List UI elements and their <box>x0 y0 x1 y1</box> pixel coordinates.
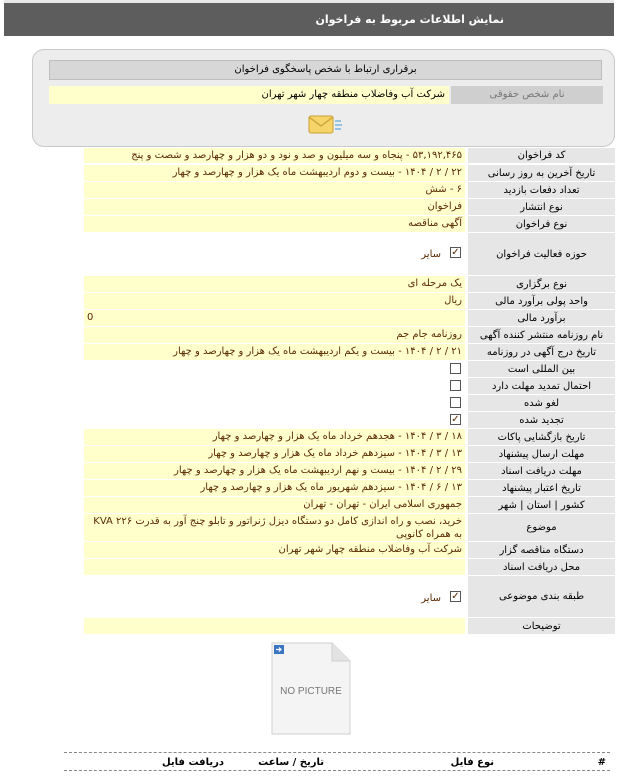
newspaper-value: روزنامه جام جم <box>84 327 465 344</box>
field-row <box>84 514 618 542</box>
international-checkbox[interactable] <box>450 363 461 374</box>
tender-type-label: نوع فراخوان <box>468 216 615 233</box>
field-row <box>84 463 618 480</box>
category-label: طبقه بندی موضوعی <box>468 576 615 618</box>
description-value <box>84 618 465 635</box>
subject-value: خرید، نصب و راه اندازی کامل دو دستگاه دیزل ژنراتور و تابلو چنج آور به قدرت KVA ۲۲۶ به همراه کانوپی <box>84 514 465 542</box>
field-row <box>84 378 618 395</box>
field-row <box>84 148 618 164</box>
ad-date-label: تاریخ درج آگهی در روزنامه <box>468 344 615 361</box>
field-row <box>84 233 618 276</box>
ad-date-value: ۲۱ / ۲ / ۱۴۰۴ - بیست و یکم اردیبهشت ماه یک هزار و چهارصد و چهار <box>84 344 465 361</box>
field-row <box>84 412 618 429</box>
cancelled-checkbox[interactable] <box>450 397 461 408</box>
activity-area-value <box>84 233 465 276</box>
activity-other-checkbox[interactable]: ✓ <box>451 247 460 258</box>
financial-estimate-label: برآورد مالی <box>468 310 615 327</box>
field-row <box>84 618 618 635</box>
currency-value: ریال <box>84 293 465 310</box>
activity-area-label: حوزه فعالیت فراخوان <box>468 233 615 276</box>
field-row <box>84 293 618 310</box>
field-row <box>84 395 618 412</box>
opening-date-value: ۱۸ / ۳ / ۱۴۰۴ - هجدهم خرداد ماه یک هزار و چهارصد و چهار <box>84 429 465 446</box>
submit-deadline-value: ۱۳ / ۳ / ۱۴۰۴ - سیزدهم خرداد ماه یک هزار و چهارصد و چهار <box>84 446 465 463</box>
extension-label: احتمال تمدید مهلت دارد <box>468 378 615 395</box>
currency-label: واحد پولی برآورد مالی <box>468 293 615 310</box>
cancelled-label: لغو شده <box>468 395 615 412</box>
extension-checkbox[interactable] <box>450 380 461 391</box>
field-row <box>84 429 618 446</box>
field-row <box>84 480 618 497</box>
organizer-label: دستگاه مناقصه گزار <box>468 542 615 559</box>
description-label: توضیحات <box>468 618 615 635</box>
documents-deadline-value: ۲۹ / ۲ / ۱۴۰۴ - بیست و نهم اردیبهشت ماه یک هزار و چهارصد و چهار <box>84 463 465 480</box>
last-update-label: تاریخ آخرین به روز رسانی <box>468 165 615 182</box>
offer-validity-label: تاریخ اعتبار پیشنهاد <box>468 480 615 497</box>
file-type-header: نوع فایل <box>450 757 494 768</box>
tender-code-value: ۵۳,۱۹۲,۴۶۵ - پنجاه و سه میلیون و صد و نود و دو هزار و چهارصد و شصت و پنج <box>84 148 465 164</box>
renewed-value <box>84 412 465 429</box>
legal-entity-label: نام شخص حقوقی <box>451 86 603 104</box>
page-header-bar <box>4 0 614 36</box>
publish-type-label: نوع انتشار <box>468 199 615 216</box>
category-value <box>84 576 465 618</box>
contact-heading: برقراری ارتباط با شخص پاسخگوی فراخوان <box>49 60 602 80</box>
holding-type-value: یک مرحله ای <box>84 276 465 293</box>
contact-panel <box>32 49 615 147</box>
publish-type-value: فراخوان <box>84 199 465 216</box>
legal-entity-value: شرکت آب وفاضلاب منطقه چهار شهر تهران <box>49 86 449 104</box>
file-date-header: تاریخ / ساعت <box>258 757 324 768</box>
visit-count-value: ۶ - شش <box>84 182 465 199</box>
international-value <box>84 361 465 378</box>
field-row <box>84 327 618 344</box>
field-row <box>84 559 618 576</box>
documents-deadline-label: مهلت دریافت اسناد <box>468 463 615 480</box>
field-row <box>84 361 618 378</box>
category-other-checkbox[interactable]: ✓ <box>451 591 460 602</box>
field-row <box>84 276 618 293</box>
opening-date-label: تاریخ بازگشایی پاکات <box>468 429 615 446</box>
no-picture-text: NO PICTURE <box>280 686 342 697</box>
tender-code-label: کد فراخوان <box>468 148 615 164</box>
financial-estimate-number: 0 <box>87 312 94 323</box>
field-row <box>84 182 618 199</box>
field-row <box>84 216 618 233</box>
tender-type-value: آگهی مناقصه <box>84 216 465 233</box>
field-row <box>84 576 618 618</box>
file-index-header: # <box>597 757 606 768</box>
subject-label: موضوع <box>468 514 615 542</box>
last-update-value: ۲۲ / ۲ / ۱۴۰۴ - بیست و دوم اردیبهشت ماه یک هزار و چهارصد و چهار <box>84 165 465 182</box>
file-download-header: دریافت فایل <box>162 757 224 768</box>
field-row <box>84 344 618 361</box>
envelope-icon[interactable] <box>307 112 343 138</box>
field-row <box>84 497 618 514</box>
offer-validity-value: ۱۳ / ۶ / ۱۴۰۴ - سیزدهم شهریور ماه یک هزار و چهارصد و چهار <box>84 480 465 497</box>
no-picture-placeholder[interactable] <box>270 641 352 736</box>
holding-type-label: نوع برگزاری <box>468 276 615 293</box>
field-row <box>84 199 618 216</box>
field-row <box>84 446 618 463</box>
international-label: بین المللی است <box>468 361 615 378</box>
organizer-value: شرکت آب وفاضلاب منطقه چهار شهر تهران <box>84 542 465 559</box>
activity-other-text: سایر <box>421 249 441 260</box>
financial-estimate-value <box>84 310 465 327</box>
visit-count-label: تعداد دفعات بازدید <box>468 182 615 199</box>
field-row <box>84 165 618 182</box>
renewed-checkbox[interactable]: ✓ <box>451 414 460 425</box>
page-title: نمایش اطلاعات مربوط به فراخوان <box>315 13 504 26</box>
files-table-header <box>64 752 610 771</box>
location-value: جمهوری اسلامی ایران - تهران - تهران <box>84 497 465 514</box>
renewed-label: تجدید شده <box>468 412 615 429</box>
newspaper-label: نام روزنامه منتشر کننده آگهی <box>468 327 615 344</box>
documents-place-value <box>84 559 465 576</box>
submit-deadline-label: مهلت ارسال پیشنهاد <box>468 446 615 463</box>
cancelled-value <box>84 395 465 412</box>
field-row <box>84 310 618 327</box>
field-row <box>84 542 618 559</box>
extension-value <box>84 378 465 395</box>
category-other-text: سایر <box>421 593 441 604</box>
documents-place-label: محل دریافت اسناد <box>468 559 615 576</box>
location-label: کشور | استان | شهر <box>468 497 615 514</box>
